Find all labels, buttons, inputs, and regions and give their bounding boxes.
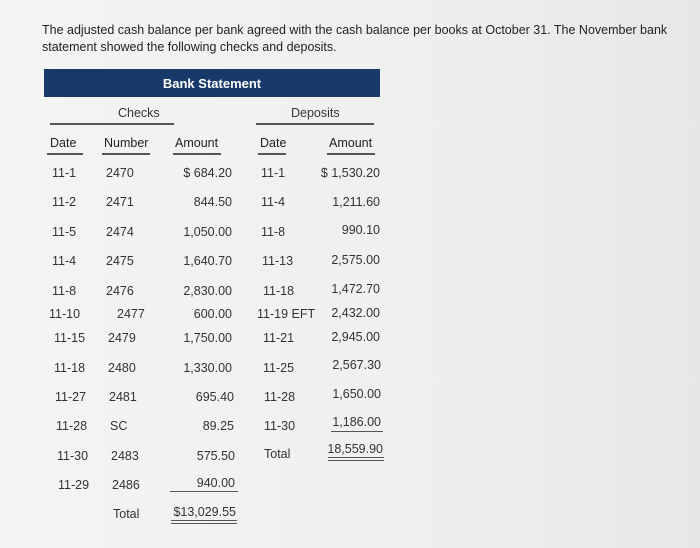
check-amount: 1,050.00 bbox=[183, 225, 232, 239]
check-number: 2477 bbox=[117, 307, 145, 321]
check-date: 11-5 bbox=[52, 225, 77, 239]
double-underline bbox=[171, 520, 237, 521]
deposit-amount: 2,575.00 bbox=[331, 253, 380, 267]
check-date: 11-29 bbox=[58, 478, 90, 492]
double-underline bbox=[328, 460, 384, 461]
double-underline bbox=[328, 457, 384, 458]
check-amount: 940.00 bbox=[196, 476, 235, 490]
check-date: 11-4 bbox=[52, 254, 77, 268]
check-amount: 844.50 bbox=[193, 195, 232, 209]
check-amount: 695.40 bbox=[195, 390, 234, 404]
check-number: 2470 bbox=[106, 166, 134, 180]
total-rule bbox=[170, 491, 238, 492]
deposit-date: 11-25 bbox=[263, 361, 295, 375]
check-date: 11-27 bbox=[55, 390, 87, 404]
deposit-date: 11-1 bbox=[261, 166, 286, 180]
deposit-amount: 990.10 bbox=[341, 223, 380, 237]
check-number: 2483 bbox=[111, 449, 139, 463]
bank-statement-title: Bank Statement bbox=[44, 69, 380, 97]
checks-date-header: Date bbox=[50, 136, 77, 150]
intro-paragraph: The adjusted cash balance per bank agreed with the cash balance per books at October 31. The November bank statement showed the following checks and deposits. bbox=[42, 23, 668, 54]
deposit-amount: 2,432.00 bbox=[331, 306, 380, 320]
header-underline bbox=[102, 153, 150, 155]
check-number: 2475 bbox=[106, 254, 134, 268]
header-underline bbox=[327, 153, 375, 155]
deposit-amount: 1,186.00 bbox=[332, 415, 381, 429]
deposit-date: 11-28 bbox=[264, 390, 296, 404]
check-date: 11-30 bbox=[57, 449, 89, 463]
check-number: 2471 bbox=[106, 195, 134, 209]
check-number: 2474 bbox=[106, 225, 134, 239]
checks-number-header: Number bbox=[104, 136, 149, 150]
deposit-date: 11-4 bbox=[261, 195, 286, 209]
deposit-date: 11-21 bbox=[263, 331, 295, 345]
check-amount: 1,750.00 bbox=[183, 331, 232, 345]
check-amount: 1,640.70 bbox=[183, 254, 232, 268]
checks-total-amount: $13,029.55 bbox=[173, 505, 236, 519]
header-underline bbox=[173, 153, 221, 155]
deposit-amount: $ 1,530.20 bbox=[320, 166, 380, 180]
check-number: 2479 bbox=[108, 331, 136, 345]
check-number: 2486 bbox=[112, 478, 140, 492]
header-underline bbox=[258, 153, 286, 155]
check-amount: 600.00 bbox=[193, 307, 232, 321]
deposit-amount: 1,650.00 bbox=[332, 387, 381, 401]
deposits-date-header: Date bbox=[260, 136, 287, 150]
deposit-date: 11-30 bbox=[264, 419, 296, 433]
check-number: 2481 bbox=[109, 390, 137, 404]
deposit-amount: 1,472.70 bbox=[331, 282, 380, 296]
double-underline bbox=[171, 523, 237, 524]
deposits-group-heading: Deposits bbox=[291, 106, 340, 120]
check-amount: 2,830.00 bbox=[183, 284, 232, 298]
deposit-date: 11-13 bbox=[262, 254, 294, 268]
header-underline bbox=[47, 153, 83, 155]
deposit-date: 11-18 bbox=[263, 284, 295, 298]
check-number: 2476 bbox=[106, 284, 134, 298]
check-date: 11-28 bbox=[56, 419, 88, 433]
check-date: 11-10 bbox=[49, 307, 81, 321]
deposit-date: 11-8 bbox=[261, 225, 286, 239]
deposits-total-label: Total bbox=[264, 447, 291, 461]
deposits-total-amount: 18,559.90 bbox=[327, 442, 383, 456]
check-date: 11-2 bbox=[52, 195, 77, 209]
check-date: 11-8 bbox=[52, 284, 77, 298]
check-date: 11-15 bbox=[54, 331, 86, 345]
deposits-amount-header: Amount bbox=[329, 136, 373, 150]
check-amount: 575.50 bbox=[196, 449, 235, 463]
deposit-amount: 1,211.60 bbox=[332, 195, 380, 209]
checks-group-heading: Checks bbox=[118, 106, 160, 120]
checks-total-label: Total bbox=[113, 507, 140, 521]
checks-group-underline bbox=[50, 123, 174, 125]
deposit-date: 11-19 EFT bbox=[257, 307, 316, 321]
check-amount: 1,330.00 bbox=[183, 361, 232, 375]
deposit-amount: 2,945.00 bbox=[331, 330, 380, 344]
check-number: 2480 bbox=[108, 361, 136, 375]
checks-amount-header: Amount bbox=[175, 136, 219, 150]
deposits-group-underline bbox=[256, 123, 374, 125]
total-rule bbox=[331, 431, 383, 432]
check-number: SC bbox=[110, 419, 128, 433]
check-amount: 89.25 bbox=[202, 419, 234, 433]
check-date: 11-18 bbox=[54, 361, 86, 375]
deposit-amount: 2,567.30 bbox=[332, 358, 381, 372]
check-date: 11-1 bbox=[52, 166, 77, 180]
check-amount: $ 684.20 bbox=[183, 166, 232, 180]
